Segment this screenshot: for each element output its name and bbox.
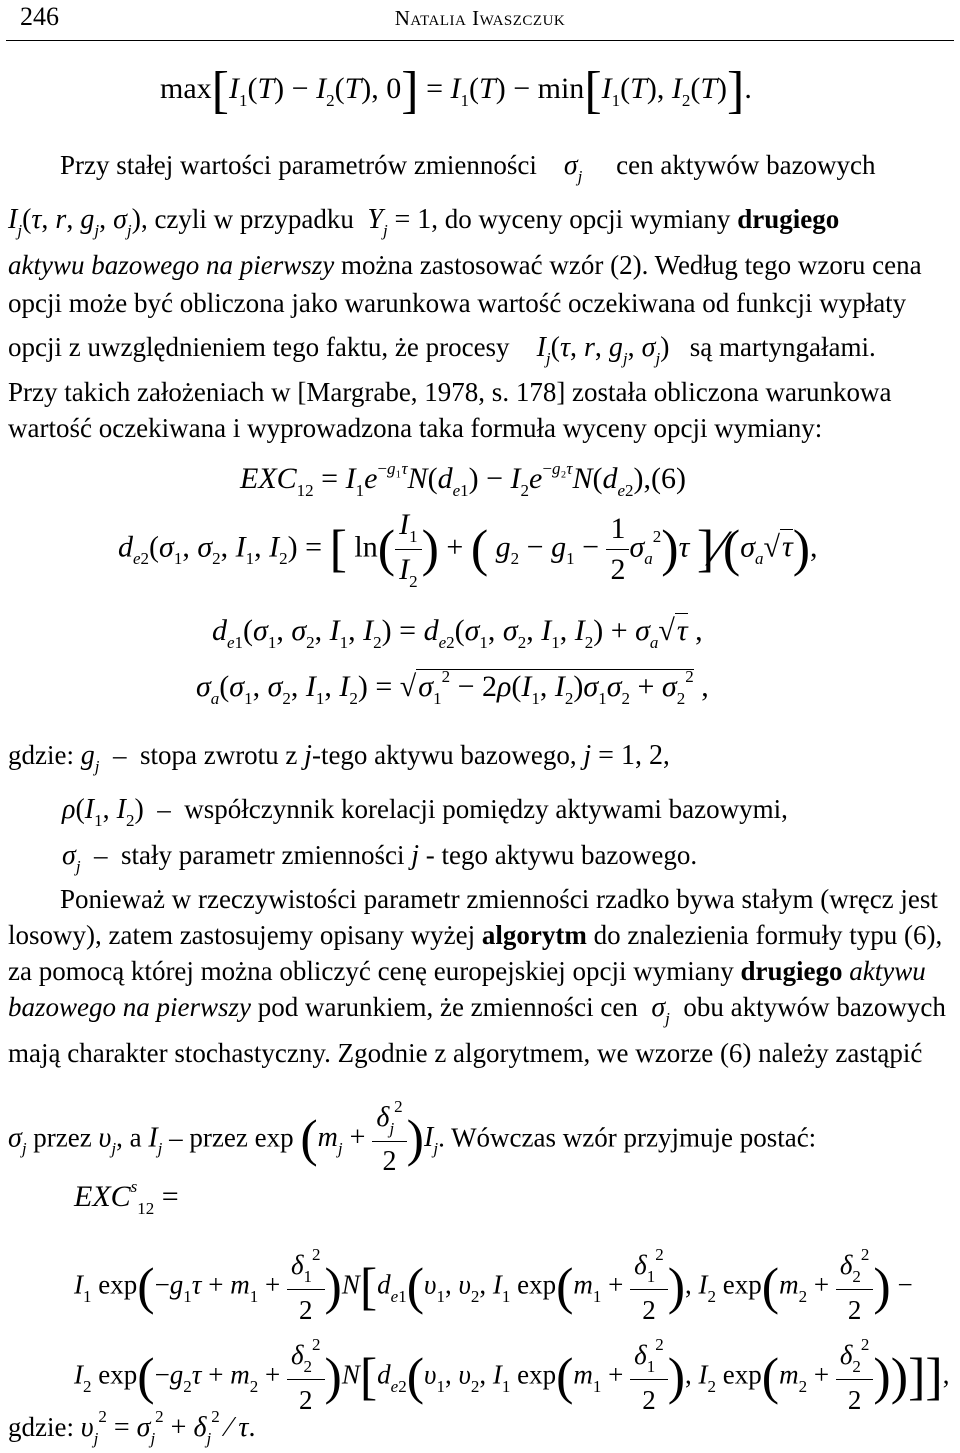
text-p9a: losowy), zatem zastosujemy opisany wyżej (8, 920, 476, 950)
paragraph-line-7: wartość oczekiwana i wyprowadzona taka formuła wyceny opcji wymiany: (8, 413, 823, 443)
equation-max-min: $\max[I_1(T) - I_2(T)$, $0] = I_1(T) - \min[I_1(T)$, $I_2(T)$]. (160, 62, 752, 120)
equation-de2: $d_{e2}(\sigma_1$, $\sigma_2$, $I_1$, $I_2$) = [ ln( $\frac{I_1}{I_2}$ ) + ( $g_2 - g_1$ − $\frac{1}{2}$ $\sigma_a^2)\tau$ ]$⁄(\sigma_a√\tau)$, (118, 505, 818, 594)
paragraph-line-12: mają charakter stochastyczny. Zgodnie z algorytmem, we wzorze (6) należy zastąpić (8, 1038, 923, 1068)
text-def-sigma2: - tego aktywu bazowego. (425, 840, 698, 870)
text-p1a: Przy stałej wartości parametrów zmienności (60, 150, 537, 180)
definition-sigma: $\sigma_j$ – stały parametr zmienności j - tego aktywu bazowego. (62, 840, 698, 876)
paragraph-line-13: $\sigma_j$ przez $\upsilon_j$, a $I_j$ – przez $\exp (m_j$ + $\frac{\delta_j^2}{2}$ )$I_j$. Wówczas wzór przyjmuje postać: (8, 1097, 817, 1177)
paragraph-line-1: Przy stałej wartości parametrów zmienności $\sigma_j$ cen aktywów bazowych (60, 150, 876, 186)
equation-6-label: ,(6) (643, 462, 687, 495)
text-gdzie: gdzie: (8, 740, 74, 770)
text-p13d: . Wówczas wzór przyjmuje postać: (438, 1122, 817, 1153)
text-p5a: opcji z uwzględnieniem tego faktu, że procesy (8, 332, 510, 362)
page-number: 246 (20, 2, 59, 31)
paragraph-line-5: opcji z uwzględnieniem tego faktu, że procesy $I_j(\tau$, r, $g_j$, $\sigma_j$) są martyngałami. (8, 332, 876, 368)
equation-exc-s-line2: $I_2$ $\exp(-g_2\tau + m_2$ + $\frac{\delta_2^2}{2}$ )$N[d_{e2}(\upsilon_1$, $\upsilon_2$, $I_1$ $\exp(m_1$ + $\frac{\delta_1^2}{2}$ ), $I_2$ $\exp(m_2$ + $\frac{\delta_2^2}{2}$ ))]], (74, 1335, 950, 1415)
text-p9-bold: algorytm (481, 920, 587, 950)
header-rule (6, 40, 954, 41)
text-p2-bold: drugiego (737, 204, 840, 234)
text-p11a: pod warunkiem, że zmienności cen (257, 992, 638, 1022)
text-p1b: cen aktywów bazowych (616, 150, 876, 180)
paragraph-line-8: Ponieważ w rzeczywistości parametr zmienności rzadko bywa stałym (wręcz jest (60, 884, 938, 914)
text-p2a: , czyli w przypadku (140, 204, 354, 234)
equation-exc-s-line1: $I_1$ $\exp(-g_1\tau + m_1$ + $\frac{\delta_1^2}{2}$ )$N[d_{e1}(\upsilon_1$, $\upsilon_2$, $I_1$ $\exp(m_1$ + $\frac{\delta_1^2}{2}$ ), $I_2$ $\exp(m_2$ + $\frac{\delta_2^2}{2}$ ) − (74, 1245, 913, 1325)
text-def-g: stopa zwrotu z (139, 740, 298, 770)
paragraph-line-3 (8, 248, 922, 282)
definition-rho: $\rho(I_1$, $I_2$) – współczynnik korelacji pomiędzy aktywami bazowymi, (62, 794, 788, 830)
equation-de1: $d_{e1}(\sigma_1$, $\sigma_2$, $I_1$, $I_2) = d_{e2}(\sigma_1$, $\sigma_2$, $I_1$, $I_2) + \sigma_a√\tau$ , (212, 614, 703, 652)
text-p11b: obu aktywów bazowych (683, 992, 946, 1022)
text-p10-bold: drugiego (740, 956, 843, 986)
text-p5b: są martyngałami. (689, 332, 876, 362)
paragraph-line-2: $I_j(\tau$, r, $g_j$, $\sigma_j$), czyli w przypadku $Y_j = 1$, do wyceny opcji wymiany drugiego (8, 204, 840, 240)
text-p2b: , do wyceny opcji wymiany (431, 204, 731, 234)
text-def-sigma: stały parametr zmienności (121, 840, 405, 870)
paragraph-line-10 (8, 954, 926, 988)
text-gdzie-2: gdzie: (8, 1412, 74, 1442)
equation-6: $EXC_{12} = I_1e^{-g_1\tau}N(d_{e1}) - I_2e^{-g_2\tau}N(d_{e2}),(6)$ (240, 459, 687, 500)
text-def-rho: współczynnik korelacji pomiędzy aktywami bazowymi, (184, 794, 788, 824)
text-p3-rest: można zastosować wzór (2). Według tego wzoru cena (340, 250, 922, 280)
text-p11-italic: bazowego na pierwszy (8, 992, 251, 1022)
definition-upsilon: gdzie: $\upsilon_j^2 = \sigma_j^2 + \delta_j^2$ ⁄ τ. (8, 1407, 256, 1448)
definition-g: gdzie: $g_j$ – stopa zwrotu z j-tego aktywu bazowego, j = 1, 2, (8, 740, 670, 776)
paragraph-line-11: bazowego na pierwszy pod warunkiem, że zmienności cen $\sigma_j$ obu aktywów bazowych (8, 992, 946, 1028)
text-p13b: , a (116, 1122, 142, 1153)
text-p9b: do znalezienia formuły typu (6), (593, 920, 943, 950)
equation-exc-s: $EXC^s_{12}$ = (74, 1177, 179, 1218)
paragraph-line-4: opcji może być obliczona jako warunkowa wartość oczekiwana od funkcji wypłaty (8, 288, 907, 318)
paragraph-line-6: Przy takich założeniach w [Margrabe, 1978, s. 178] została obliczona warunkowa (8, 377, 892, 407)
text-def-g2: -tego aktywu bazowego, (311, 740, 577, 770)
paragraph-line-9 (8, 918, 942, 952)
text-p10a: za pomocą której można obliczyć cenę europejskiej opcji wymiany (8, 956, 734, 986)
text-p3-italic: aktywu bazowego na pierwszy (8, 250, 335, 280)
text-p13c: przez exp (189, 1122, 294, 1153)
text-p10-italic: aktywu (849, 956, 926, 986)
text-p13a: przez (33, 1122, 92, 1153)
equation-sigma-a: $\sigma_a(\sigma_1$, $\sigma_2$, $I_1$, $I_2) = √\sigma_1^2 - 2\rho(I_1$, $I_2)\sigma_1\sigma_2 + \sigma_2^2$ , (196, 667, 709, 708)
running-head-author: Natalia Iwaszczuk (394, 6, 566, 30)
